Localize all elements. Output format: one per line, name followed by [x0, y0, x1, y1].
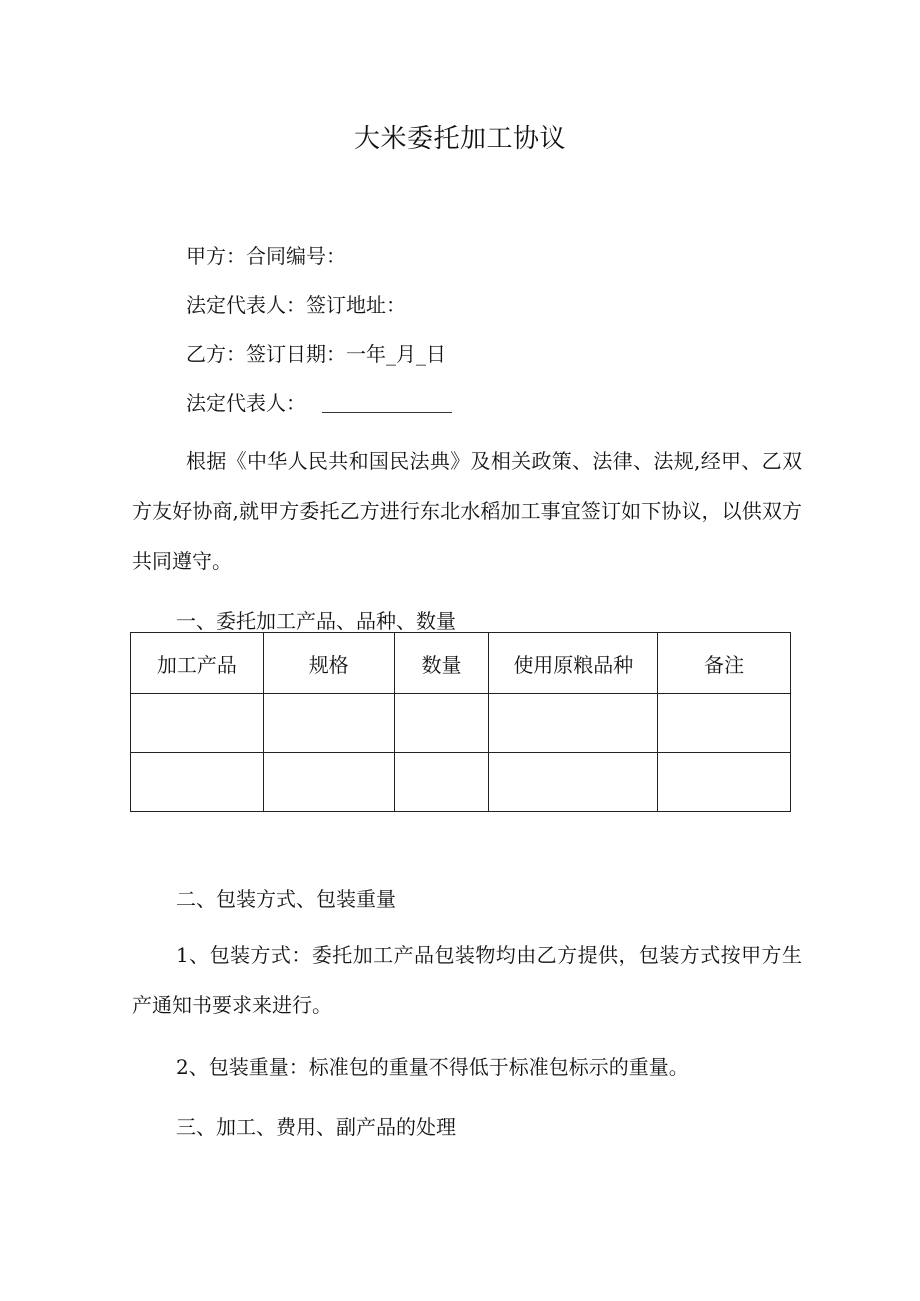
section3-heading: 三、加工、费用、副产品的处理	[176, 1115, 456, 1139]
party-a-line: 甲方：合同编号：	[186, 244, 346, 268]
product-table	[130, 632, 791, 812]
section1-heading: 一、委托加工产品、品种、数量	[176, 609, 456, 633]
document-title: 大米委托加工协议	[353, 124, 566, 154]
intro-paragraph: 根据《中华人民共和国民法典》及相关政策、法律、法规,经甲、乙双方友好协商,就甲方委托乙方进行东北水稻加工事宜签订如下协议，以供双方共同遵守。	[132, 449, 802, 573]
table-cell	[394, 753, 489, 812]
table-row	[131, 694, 791, 753]
table-cell	[394, 694, 489, 753]
legal-rep-b-line	[186, 387, 452, 416]
table-cell	[489, 753, 658, 812]
table-cell	[658, 694, 791, 753]
packaging-weight-line: 2、包装重量：标准包的重量不得低于标准包标示的重量。	[176, 1055, 689, 1079]
table-cell	[131, 753, 264, 812]
party-b-line: 乙方：签订日期：一年_月_日	[186, 342, 446, 366]
table-header-cell: 规格	[263, 633, 394, 694]
table-cell	[263, 753, 394, 812]
legal-rep-b-label: 法定代表人：	[186, 391, 306, 415]
packaging-method-paragraph: 1、包装方式：委托加工产品包装物均由乙方提供，包装方式按甲方生产通知书要求来进行。	[132, 943, 802, 1017]
legal-rep-a-line: 法定代表人：签订地址：	[186, 293, 406, 317]
table-row	[131, 753, 791, 812]
table-cell	[131, 694, 264, 753]
table-header-cell: 加工产品	[131, 633, 264, 694]
table-cell	[263, 694, 394, 753]
table-cell	[489, 694, 658, 753]
signature-blank	[322, 394, 452, 413]
table-header-cell: 备注	[658, 633, 791, 694]
table-header-cell: 数量	[394, 633, 489, 694]
section2-heading: 二、包装方式、包装重量	[176, 887, 396, 911]
table-header-cell: 使用原粮品种	[489, 633, 658, 694]
table-cell	[658, 753, 791, 812]
table-header-row	[131, 633, 791, 694]
